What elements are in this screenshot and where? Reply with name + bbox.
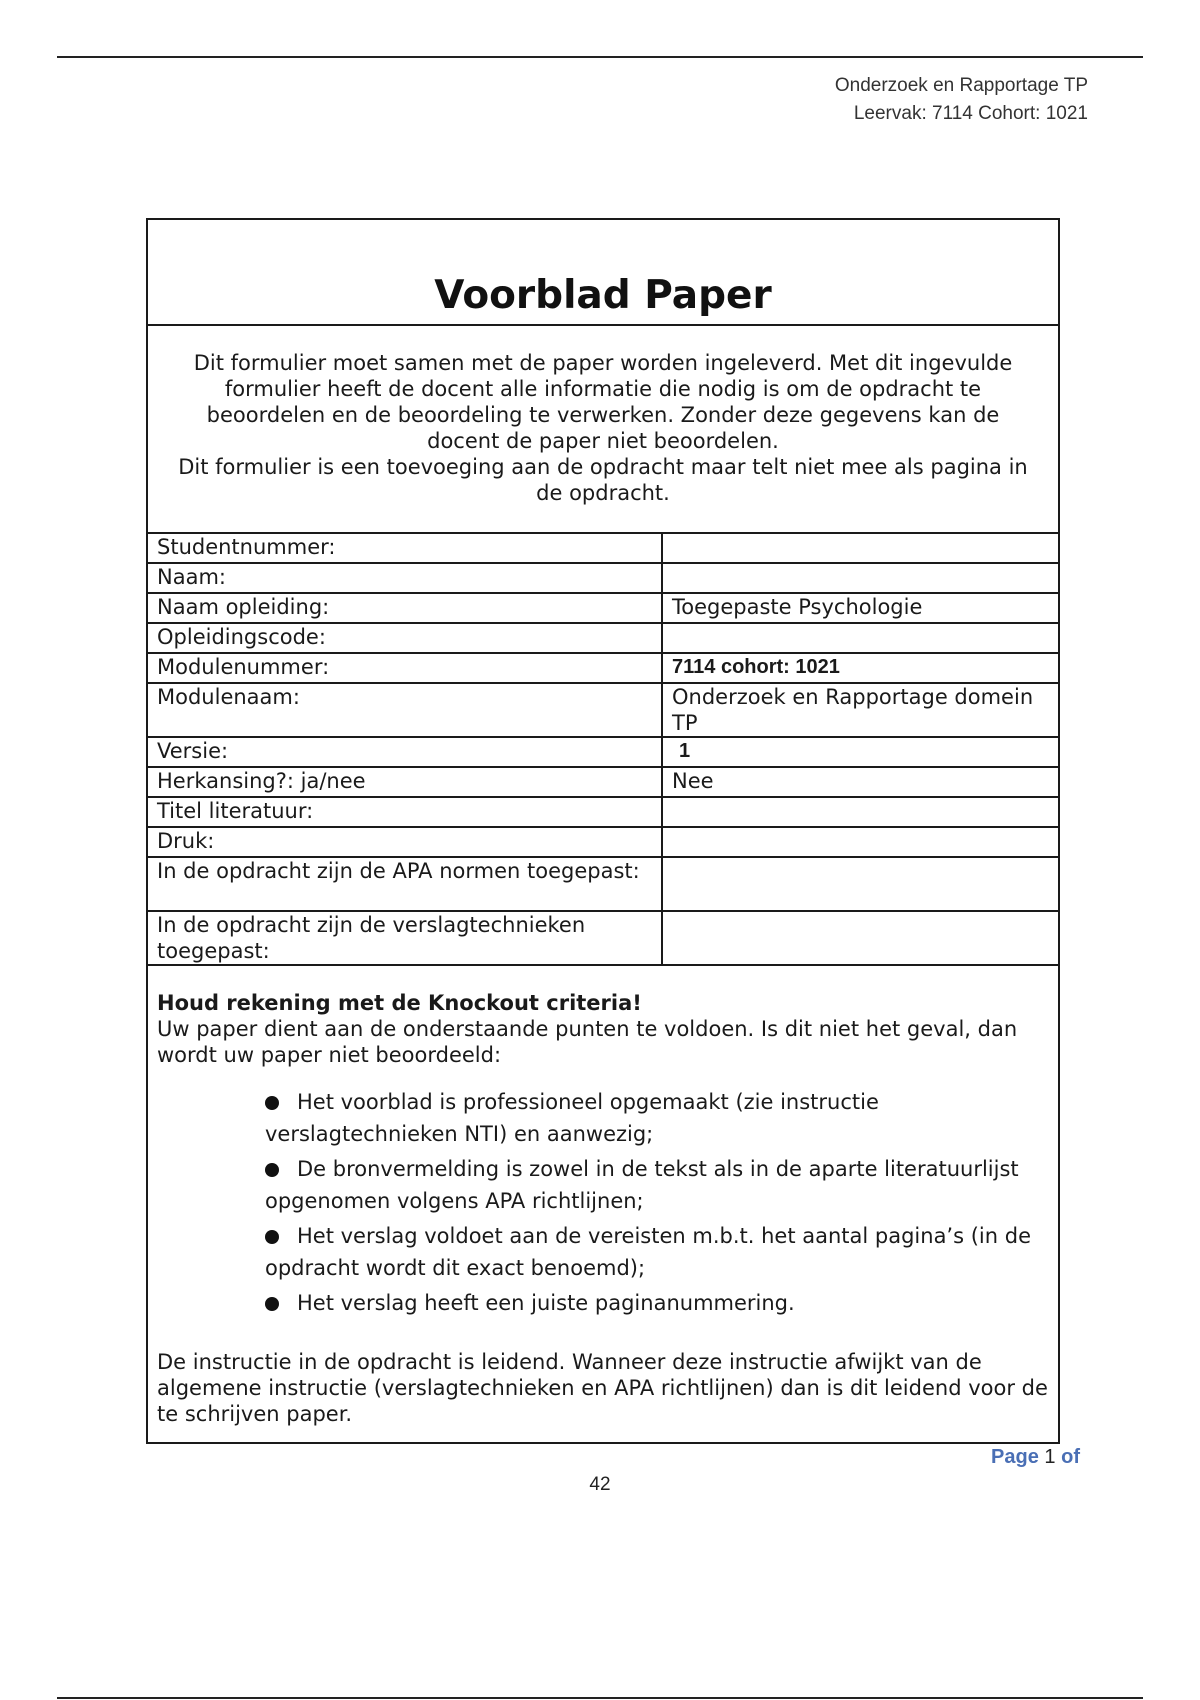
value-edition[interactable] <box>662 827 1058 857</box>
value-literature-title[interactable] <box>662 797 1058 827</box>
intro-paragraph-2: Dit formulier is een toevoeging aan de opdracht maar telt niet mee als pagina in de opdracht. <box>178 455 1028 505</box>
table-row <box>148 653 1058 683</box>
intro-paragraph-1: Dit formulier moet samen met de paper worden ingeleverd. Met dit ingevulde formulier heeft de docent alle informatie die nodig is om de opdracht te beoordelen en de beoordeling te verwerken. Zonder deze gegevens kan de docent de paper niet beoordelen. <box>193 351 1013 453</box>
header-module: Leervak: 7114 Cohort: 1021 <box>853 103 1088 124</box>
table-row <box>148 767 1058 797</box>
intro-cell <box>148 326 1058 534</box>
value-program-name[interactable]: Toegepaste Psychologie <box>662 593 1058 623</box>
label-student-number: Studentnummer: <box>148 534 662 563</box>
of-label: of <box>1061 1446 1080 1468</box>
value-report-techniques-applied[interactable] <box>662 911 1058 965</box>
label-literature-title: Titel literatuur: <box>148 797 662 827</box>
knockout-criteria-list <box>157 1086 1049 1319</box>
label-program-name: Naam opleiding: <box>148 593 662 623</box>
knockout-section <box>148 966 1058 1427</box>
table-row <box>148 534 1058 563</box>
page-number <box>991 1446 1080 1469</box>
list-item: De bronvermelding is zowel in de tekst als in de aparte literatuurlijst opgenomen volgens APA richtlijnen; <box>265 1157 1019 1213</box>
label-module-name: Modulenaam: <box>148 683 662 737</box>
label-resit: Herkansing?: ja/nee <box>148 767 662 797</box>
value-name[interactable] <box>662 563 1058 593</box>
label-name: Naam: <box>148 563 662 593</box>
bullet-icon <box>265 1230 279 1244</box>
list-item: Het verslag voldoet aan de vereisten m.b.t. het aantal pagina’s (in de opdracht wordt dit exact benoemd); <box>265 1224 1031 1280</box>
bottom-rule <box>57 1697 1143 1699</box>
table-row <box>148 827 1058 857</box>
form-title: Voorblad Paper <box>434 273 772 318</box>
bullet-icon <box>265 1096 279 1110</box>
table-row <box>148 911 1058 965</box>
list-item: Het verslag heeft een juiste paginanummering. <box>265 1287 1049 1319</box>
bullet-icon <box>265 1163 279 1177</box>
table-row <box>148 857 1058 911</box>
label-module-number: Modulenummer: <box>148 653 662 683</box>
label-program-code: Opleidingscode: <box>148 623 662 653</box>
table-row <box>148 593 1058 623</box>
label-apa-applied: In de opdracht zijn de APA normen toegepast: <box>148 857 662 911</box>
page-header <box>835 72 1088 128</box>
table-row <box>148 737 1058 767</box>
value-student-number[interactable] <box>662 534 1058 563</box>
label-version: Versie: <box>148 737 662 767</box>
label-report-techniques-applied: In de opdracht zijn de verslagtechnieken toegepast: <box>148 911 662 965</box>
table-row <box>148 623 1058 653</box>
table-row <box>148 797 1058 827</box>
value-module-name[interactable]: Onderzoek en Rapportage domein TP <box>662 683 1058 737</box>
table-row <box>148 683 1058 737</box>
value-program-code[interactable] <box>662 623 1058 653</box>
title-cell <box>148 220 1058 326</box>
student-info-table <box>148 534 1058 966</box>
knockout-title: Houd rekening met de Knockout criteria! <box>157 991 642 1015</box>
value-resit[interactable]: Nee <box>662 767 1058 797</box>
bullet-icon <box>265 1297 279 1311</box>
value-version[interactable]: 1 <box>662 737 1058 767</box>
value-apa-applied[interactable] <box>662 857 1058 911</box>
cover-form <box>146 218 1060 1444</box>
total-pages: 42 <box>589 1474 611 1495</box>
current-page: 1 <box>1044 1446 1056 1468</box>
table-row <box>148 563 1058 593</box>
page-label: Page <box>991 1446 1039 1468</box>
label-edition: Druk: <box>148 827 662 857</box>
list-item: Het voorblad is professioneel opgemaakt (zie instructie verslagtechnieken NTI) en aanwezig; <box>265 1090 879 1146</box>
header-course: Onderzoek en Rapportage TP <box>834 75 1088 96</box>
closing-paragraph: De instructie in de opdracht is leidend. Wanneer deze instructie afwijkt van de algemene instructie (verslagtechnieken en APA richtlijnen) dan is dit leidend voor de te schrijven paper. <box>157 1350 1048 1426</box>
knockout-intro: Uw paper dient aan de onderstaande punten te voldoen. Is dit niet het geval, dan wordt uw paper niet beoordeeld: <box>157 1017 1018 1067</box>
value-module-number[interactable]: 7114 cohort: 1021 <box>662 653 1058 683</box>
top-rule <box>57 56 1143 58</box>
